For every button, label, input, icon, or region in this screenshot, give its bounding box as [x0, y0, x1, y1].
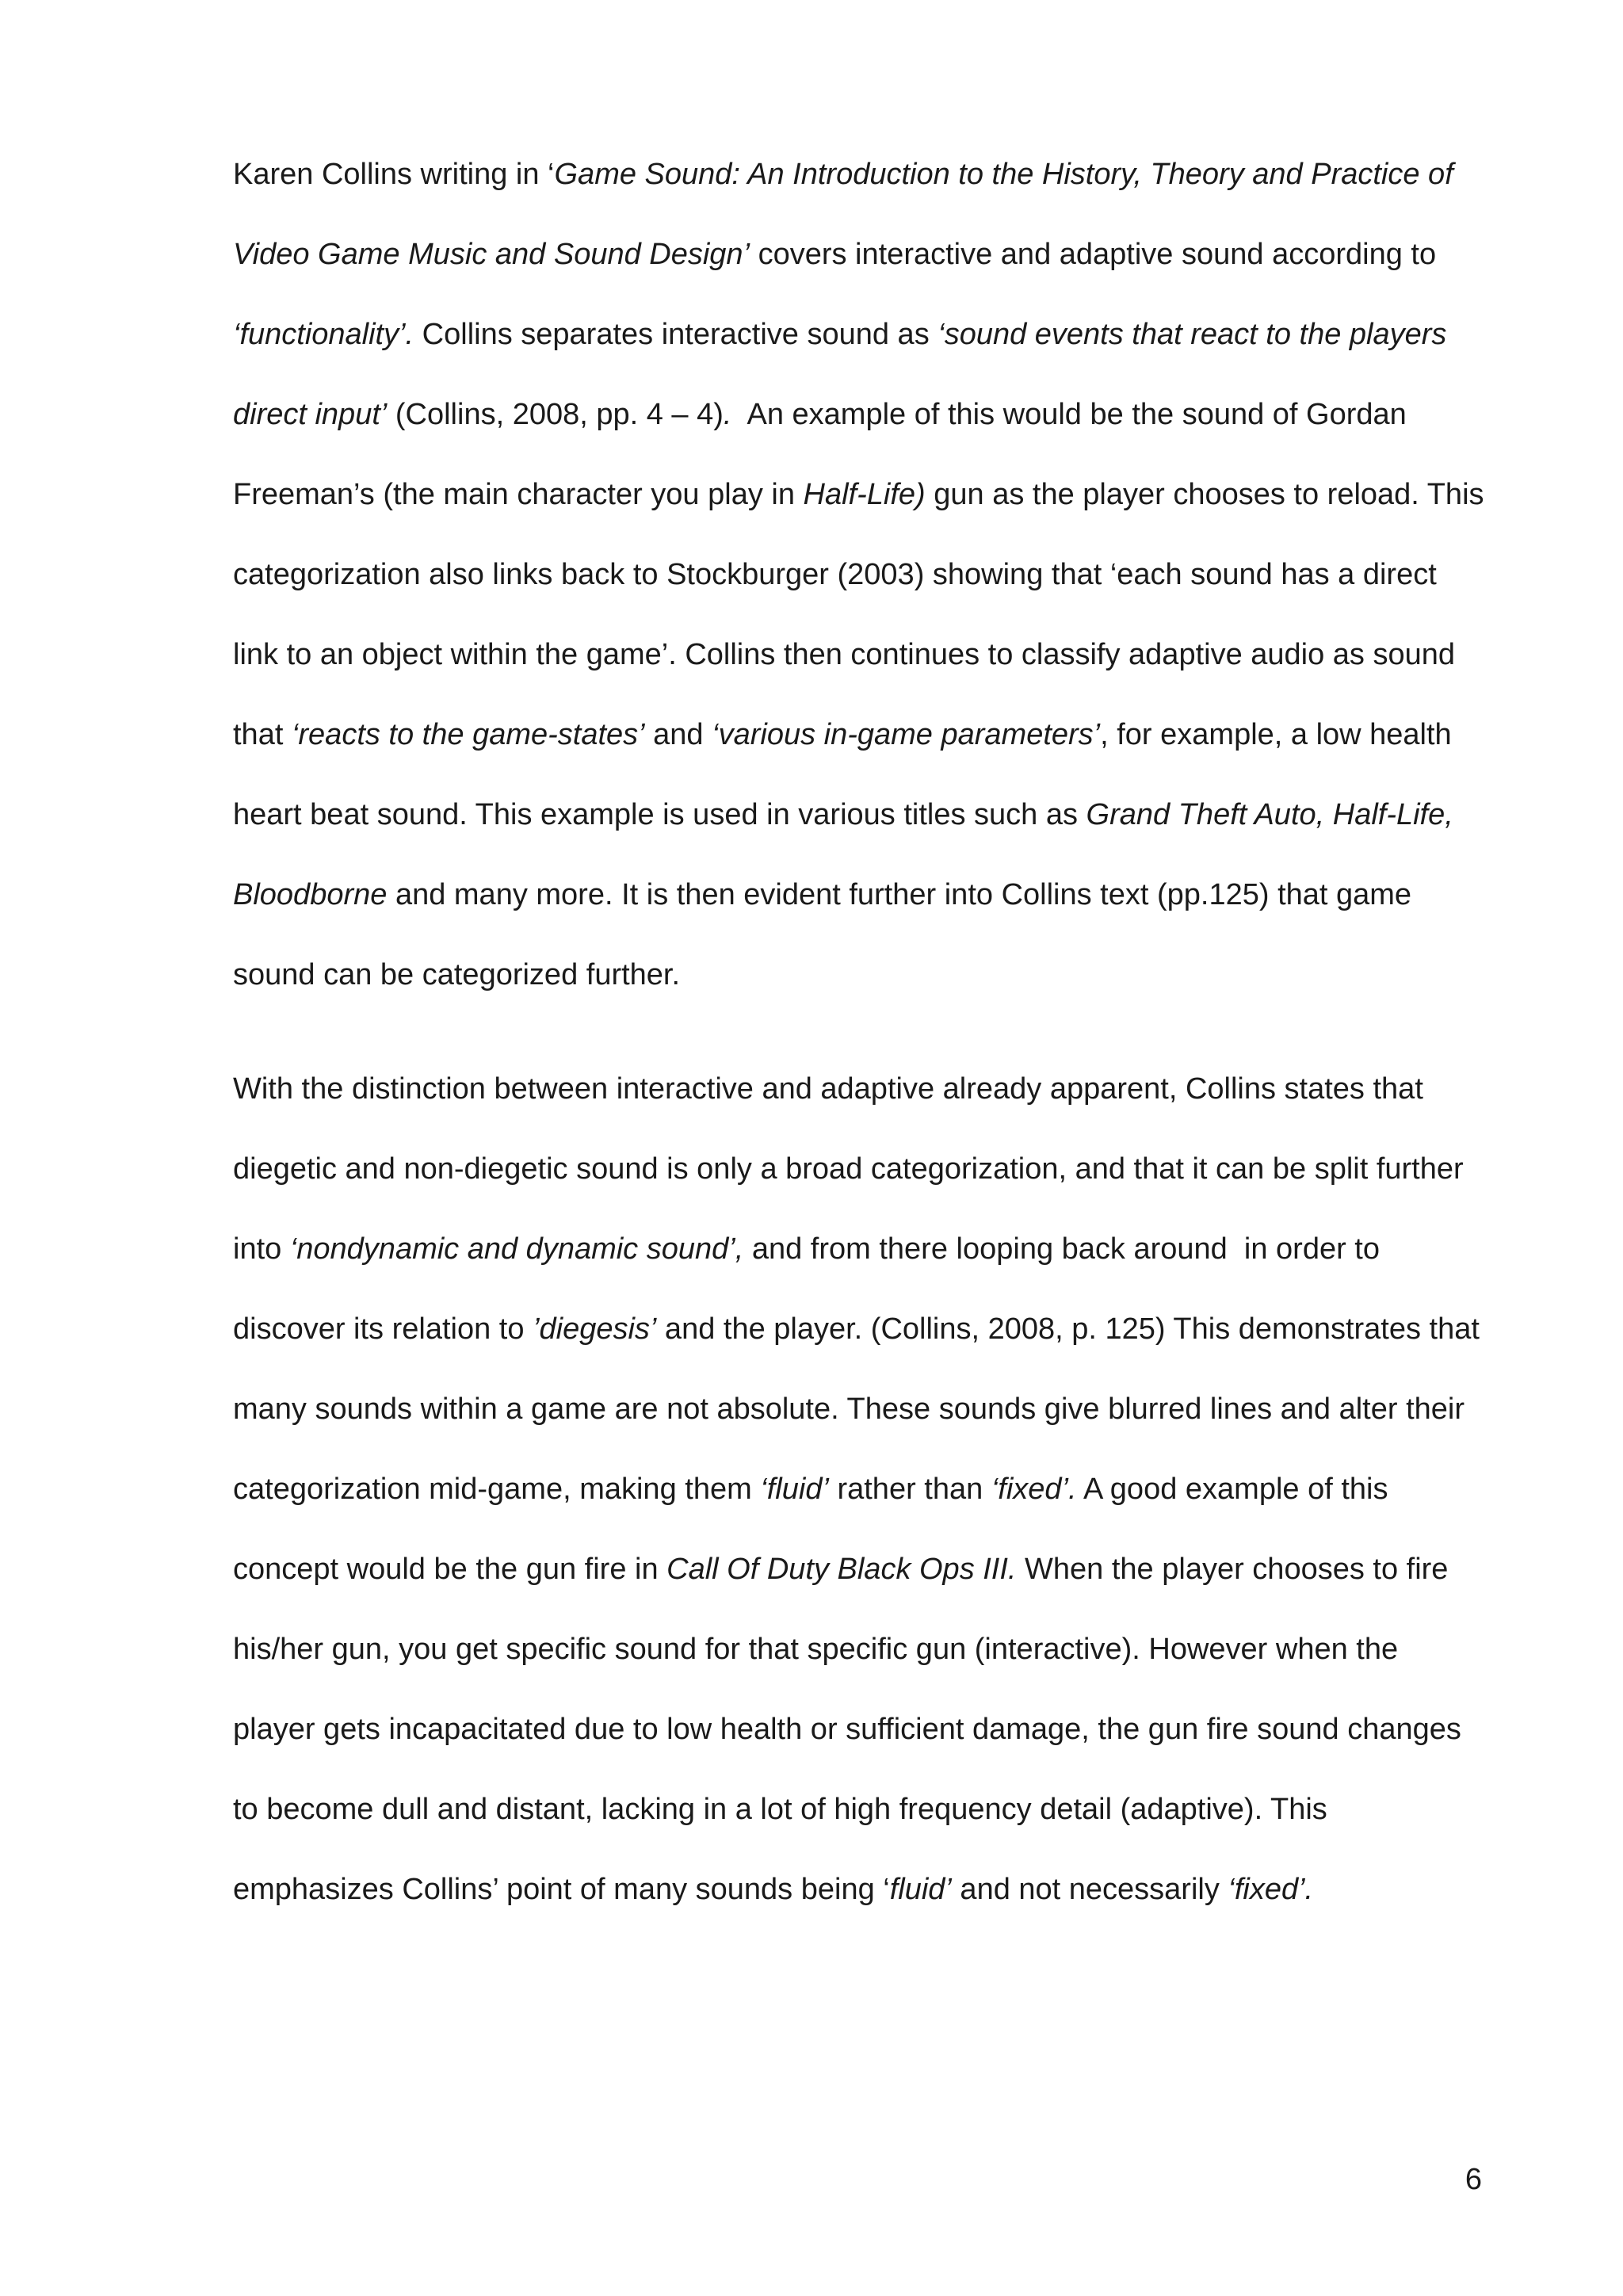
- text-run: rather than: [828, 1473, 991, 1506]
- italic-text-run: ‘sound events that react to the players: [938, 318, 1447, 351]
- text-line: [233, 615, 1485, 695]
- italic-text-run: ‘fluid’: [760, 1473, 829, 1506]
- text-line: [233, 1209, 1485, 1289]
- italic-text-run: .: [723, 398, 732, 431]
- text-run: link to an object within the game’. Collins then continues to classify adaptive audio as sound: [233, 638, 1456, 671]
- text-run: discover its relation to: [233, 1312, 533, 1346]
- text-run: gun as the player chooses to reload. This: [925, 478, 1484, 511]
- text-run: that: [233, 718, 292, 751]
- text-run: his/her gun, you get specific sound for that specific gun (interactive). However when the: [233, 1633, 1399, 1666]
- text-run: emphasizes Collins’ point of many sounds being ‘: [233, 1873, 890, 1906]
- text-run: A good example of this: [1076, 1473, 1388, 1506]
- text-run: concept would be the gun fire in: [233, 1553, 667, 1586]
- italic-text-run: ‘fixed’.: [1228, 1873, 1314, 1906]
- text-line: [233, 1610, 1485, 1690]
- text-run: diegetic and non-diegetic sound is only a broad categorization, and that it can be split further: [233, 1152, 1464, 1186]
- text-run: heart beat sound. This example is used in various titles such as: [233, 798, 1086, 831]
- italic-text-run: fluid’: [889, 1873, 952, 1906]
- italic-text-run: direct input’: [233, 398, 388, 431]
- text-run: categorization mid-game, making them: [233, 1473, 761, 1506]
- text-line: [233, 1049, 1485, 1129]
- text-line: [233, 455, 1485, 535]
- text-run: and not necessarily: [951, 1873, 1228, 1906]
- italic-text-run: Half-Life): [803, 478, 926, 511]
- italic-text-run: ’diegesis’: [533, 1312, 657, 1346]
- italic-text-run: Grand Theft Auto, Half-Life,: [1086, 798, 1453, 831]
- text-line: [233, 775, 1485, 855]
- text-line: [233, 935, 1485, 1015]
- text-run: and from there looping back around in order to: [743, 1232, 1380, 1266]
- text-run: and many more. It is then evident further into Collins text (pp.125) that game: [387, 878, 1412, 911]
- text-run: and: [644, 718, 712, 751]
- paragraph-2: [233, 1049, 1485, 1930]
- text-line: [233, 1450, 1485, 1530]
- page-number: 6: [1465, 2163, 1482, 2196]
- text-line: [233, 135, 1485, 215]
- text-run: into: [233, 1232, 290, 1266]
- italic-text-run: ‘functionality’.: [233, 318, 414, 351]
- text-run: , for example, a low health: [1100, 718, 1452, 751]
- text-line: [233, 1690, 1485, 1770]
- text-run: Freeman’s (the main character you play in: [233, 478, 804, 511]
- italic-text-run: Video Game Music and Sound Design’: [233, 238, 750, 271]
- text-line: [233, 695, 1485, 775]
- text-run: When the player chooses to fire: [1016, 1553, 1449, 1586]
- text-run: (Collins, 2008, pp. 4 – 4): [387, 398, 724, 431]
- text-line: [233, 1370, 1485, 1450]
- text-run: sound can be categorized further.: [233, 958, 681, 991]
- text-line: [233, 375, 1485, 455]
- text-line: [233, 1129, 1485, 1209]
- text-run: to become dull and distant, lacking in a lot of high frequency detail (adaptive). This: [233, 1793, 1327, 1826]
- text-run: player gets incapacitated due to low health or sufficient damage, the gun fire sound changes: [233, 1713, 1461, 1746]
- italic-text-run: ‘reacts to the game-states’: [291, 718, 645, 751]
- italic-text-run: ‘nondynamic and dynamic sound’,: [289, 1232, 744, 1266]
- text-line: [233, 295, 1485, 375]
- text-run: Karen Collins writing in ‘: [233, 158, 555, 191]
- text-line: [233, 215, 1485, 295]
- text-run: many sounds within a game are not absolute. These sounds give blurred lines and alter their: [233, 1392, 1465, 1426]
- paragraph-1: [233, 135, 1485, 1015]
- italic-text-run: Bloodborne: [233, 878, 388, 911]
- text-line: [233, 855, 1485, 935]
- italic-text-run: ‘various in-game parameters’: [712, 718, 1101, 751]
- text-line: [233, 1850, 1485, 1930]
- italic-text-run: ‘fixed’.: [991, 1473, 1077, 1506]
- text-line: [233, 1770, 1485, 1850]
- text-run: categorization also links back to Stockburger (2003) showing that ‘each sound has a direct: [233, 558, 1437, 591]
- text-line: [233, 1530, 1485, 1610]
- text-run: and the player. (Collins, 2008, p. 125) This demonstrates that: [656, 1312, 1480, 1346]
- text-run: An example of this would be the sound of Gordan: [731, 398, 1407, 431]
- text-run: With the distinction between interactive and adaptive already apparent, Collins states that: [233, 1072, 1423, 1106]
- italic-text-run: Game Sound: An Introduction to the History, Theory and Practice of: [554, 158, 1453, 191]
- text-run: Collins separates interactive sound as: [414, 318, 938, 351]
- text-line: [233, 1289, 1485, 1370]
- text-line: [233, 535, 1485, 615]
- italic-text-run: Call Of Duty Black Ops III.: [666, 1553, 1017, 1586]
- text-run: covers interactive and adaptive sound according to: [750, 238, 1437, 271]
